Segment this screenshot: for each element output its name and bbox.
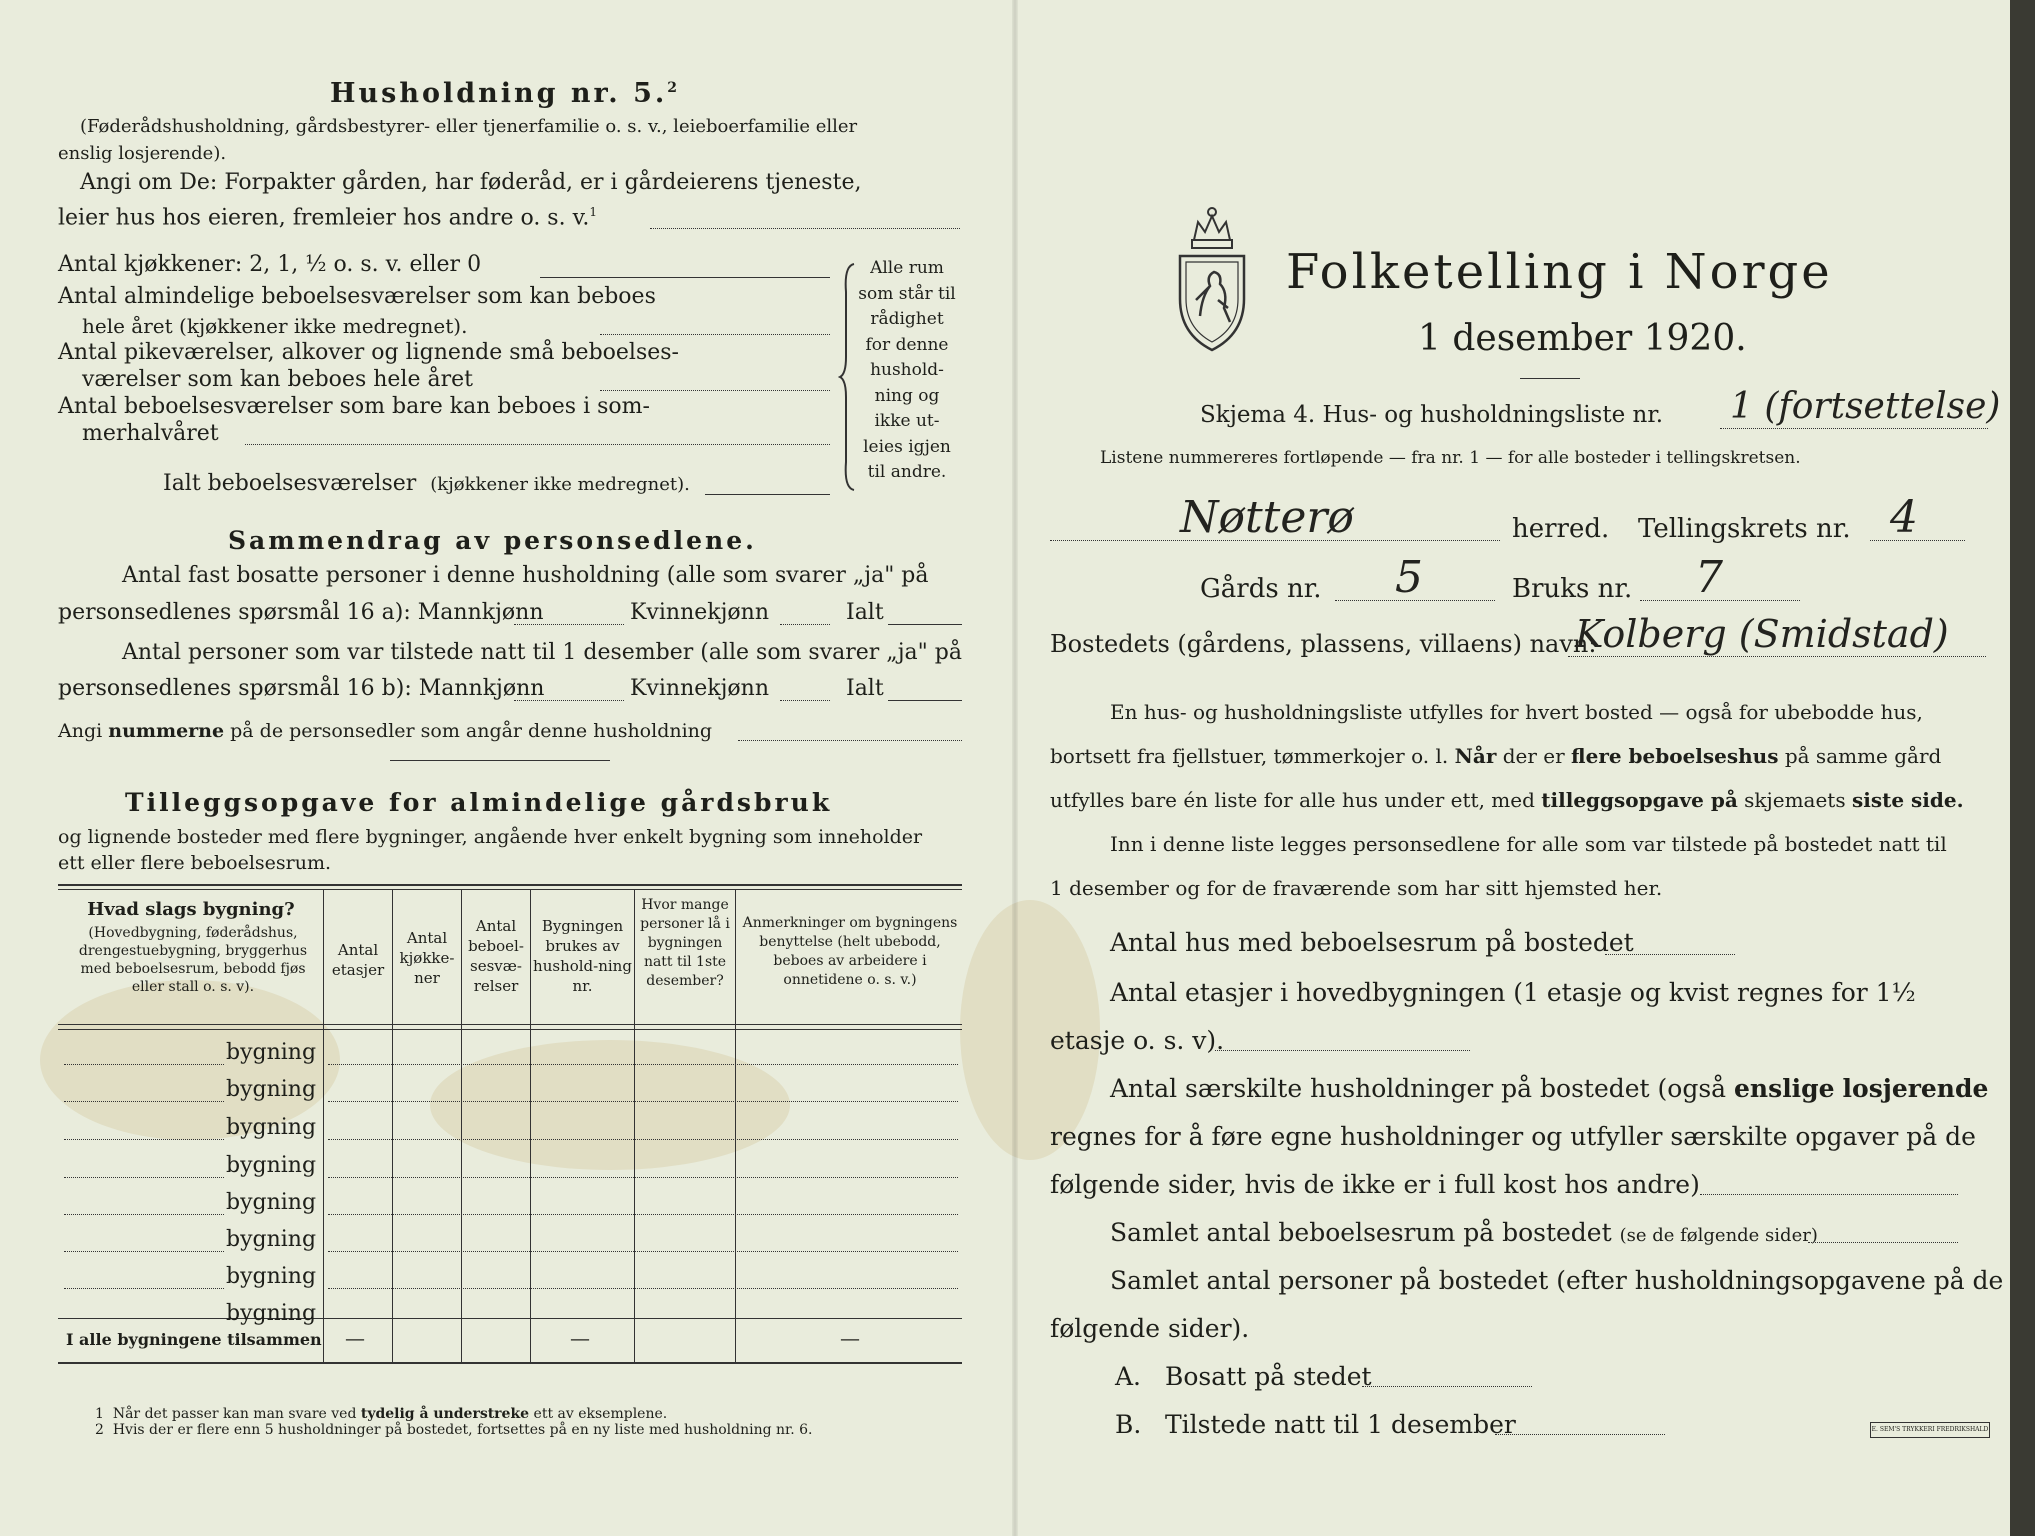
footnote-2: 2 Hvis der er flere enn 5 husholdninger på bostedet, fortsettes på en ny liste med husholdning nr. 6. [95, 1422, 813, 1438]
tenure-question: Angi om De: Forpakter gården, har føderåd, er i gårdeierens tjeneste, [80, 170, 862, 195]
col-header-persons: Hvor mange personer lå i bygningen natt til 1ste desember? [640, 897, 730, 989]
present-total-field[interactable] [888, 700, 962, 701]
household-note-cont: enslig losjerende). [58, 143, 227, 164]
brace-note: Alle rum som står til rådighet for denne hushold- ning og ikke ut- leies igjen til andre. [858, 258, 956, 482]
resident-count-question: Antal fast bosatte personer i denne husholdning (alle som svarer „ja" på [122, 563, 929, 588]
summer-rooms-answer-line[interactable] [245, 444, 830, 445]
summary-title: Sammendrag av personsedlene. [228, 526, 757, 555]
resident-total-field[interactable] [888, 624, 962, 625]
present-female-field[interactable] [780, 700, 830, 701]
municipality-value[interactable]: Nøtterø [1180, 492, 1354, 543]
schema-label: Skjema 4. Hus- og husholdningsliste nr. [1200, 402, 1664, 428]
paper-stain [430, 1040, 790, 1170]
schema-number-value[interactable]: 1 (fortsettelse) [1730, 386, 2001, 427]
col-header-kitchens: Antal kjøkke-ner [399, 929, 455, 987]
ordinary-rooms-answer-line[interactable] [600, 334, 830, 335]
district-value[interactable]: 4 [1890, 492, 1918, 543]
total-rooms-answer-line[interactable] [705, 494, 830, 495]
present-question: Tilstede natt til 1 desember [1165, 1410, 1516, 1439]
place-name-field [1568, 656, 1986, 657]
resident-female-label: Kvinnekjønn [630, 600, 769, 625]
households-question-cont: regnes for å føre egne husholdninger og utfyller særskilte opgaver på de [1050, 1122, 1976, 1151]
maid-rooms-question-cont: værelser som kan beboes hele året [82, 367, 473, 392]
summer-rooms-question-cont: merhalvåret [82, 421, 219, 446]
floors-question-cont: etasje o. s. v). [1050, 1026, 1225, 1055]
total-rooms-field[interactable] [1808, 1242, 1958, 1243]
bruks-number-value[interactable]: 7 [1695, 552, 1723, 603]
instructions-line: En hus- og husholdningsliste utfylles for hvert bosted — også for ubebodde hus, [1110, 700, 1923, 724]
schema-number-field [1720, 428, 1988, 429]
resident-question: Bosatt på stedet [1165, 1362, 1372, 1391]
farm-number-value[interactable]: 5 [1395, 552, 1423, 603]
place-name-value[interactable]: Kolberg (Smidstad) [1575, 612, 1949, 656]
tenure-answer-line[interactable] [650, 228, 960, 229]
summer-rooms-question: Antal beboelsesværelser som bare kan beboes i som- [58, 394, 650, 419]
floors-field[interactable] [1215, 1050, 1470, 1051]
supplement-subtitle-cont: ett eller flere beboelsesrum. [58, 852, 332, 874]
floors-question: Antal etasjer i hovedbygningen (1 etasje og kvist regnes for 1½ [1110, 978, 1916, 1007]
table-total-label: I alle bygningene tilsammen [66, 1330, 322, 1349]
table-total-dash: — [345, 1326, 365, 1350]
ordinary-rooms-question-cont: hele året (kjøkkener ikke medregnet). [82, 314, 468, 338]
households-question-cont: følgende sider, hvis de ikke er i full kost hos andre) [1050, 1170, 1700, 1199]
resident-female-field[interactable] [780, 624, 830, 625]
section-divider [390, 760, 610, 761]
resident-field[interactable] [1362, 1386, 1532, 1387]
census-form-sheet: Husholdning nr. 5.$^2$ (Føderådshusholdning, gårdsbestyrer- eller tjenerfamilie o. s. v., leieboerfamilie eller enslig losjerende). Angi om De: Forpakter gården, har føderåd, er i gårdeierens tjeneste, leier hus hos eieren, fremleier hos andre o. s. v.$^1$ Antal kjøkkener: 2, 1, ½ o. s. v. eller 0 Antal almindelige beboelsesværelser som kan beboes hele året (kjøkkener ikke medregnet). Antal pikeværelser, alkover og lignende små beboelses- værelser som kan beboes hele året Antal beboelsesværelser som bare kan beboes i som- merhalvåret Ialt beboelsesværelser (kjøkkener ikke medregnet). Alle rum som står til rådighet for denne hushold- ning og ikke ut- leies igjen til andre. Sammendrag av personsedlene. Antal fast bosatte personer i denne husholdning (alle som svarer „ja" på personsedlenes spørsmål 16 a): Mannkjønn Kvinnekjønn Ialt Antal personer som var tilstede natt til 1 desember (alle som svarer „ja" på personsedlenes spørsmål 16 b): Mannkjønn Kvinnekjønn Ialt Angi nummerne på de personsedler som angår denne husholdning Tilleggsopgave for almindelige gårdsbruk og lignende bosteder med flere bygninger, angående hver enkelt bygning som inneholder ett eller flere beboelsesrum. Hvad slags bygning? (Hovedbygning, føderådshus, drengestuebygning, bryggerhus med beboelsesrum, bebodd fjøs eller stall o. s. v). Antal etasjer Antal kjøkke-ner Antal beboel-sesvæ-relser Bygningen brukes av hushold-ning nr. Hvor mange personer lå i bygningen natt til 1ste desember? Anmerkninger om bygningens benyttelse (helt ubebodd, beboes av arbeidere i onnetidene o. s. v.) bygning bygning bygning bygning bygning bygning bygning bygning I alle bygningene tilsammen — — — 1 Når det passer kan man svare ved tydelig å understreke ett av eksemplene. 2 Hvis der er flere enn 5 husholdninger på bostedet, fortsettes på en ny liste med husholdning nr. 6. Folketelling i Norge 1 desember 1920. Skjema 4. Hus- og husholdningsliste nr. 1 (fortsettelse) Listene nummereres fortløpende — fra nr. 1 — for alle bosteder i tellingskretsen. Nøtterø herred. Tellingskrets nr. 4 Gårds nr. 5 Bruks nr. 7 Bostedets (gårdens, plassens, villaens) navn: Kolberg (Smidstad) En hus- og husholdningsliste utfylles for hvert bosted — også for ubebodde hus, bortsett fra fjellstuer, tømmerkojer o. l. Når der er flere beboelseshus på samme gård utfylles bare én liste for alle hus under ett, med tilleggsopgave på skjemaets siste side. Inn i denne liste legges personsedlene for alle som var tilstede på bostedet natt til 1 desember og for de fraværende som har sitt hjemsted her. Antal hus med beboelsesrum på bostedet Antal etasjer i hovedbygningen (1 etasje og kvist regnes for 1½ etasje o. s. v). Antal særskilte husholdninger på bostedet (også enslige losjerende regnes for å føre egne husholdninger og utfyller særskilte opgaver på de følgende sider, hvis de ikke er i full kost hos andre) Samlet antal beboelsesrum på bostedet (se de følgende sider) Samlet antal personer på bostedet (efter husholdningsopgavene på de følgende sider). A. Bosatt på stedet B. Tilstede natt til 1 desember E. SEM'S TRYKKERI FREDRIKSHALD [0, 0, 2035, 1536]
kitchens-answer-line[interactable] [540, 277, 830, 278]
total-persons-question-cont: følgende sider). [1050, 1314, 1250, 1343]
ordinary-rooms-question: Antal almindelige beboelsesværelser som kan beboes [58, 284, 656, 309]
supplement-subtitle: og lignende bosteder med flere bygninger, angående hver enkelt bygning som inneholder [58, 826, 923, 848]
instructions-line: Inn i denne liste legges personsedlene for alle som var tilstede på bostedet natt til [1110, 832, 1947, 856]
bruks-number-label: Bruks nr. [1512, 574, 1633, 604]
resident-male-field[interactable] [514, 624, 624, 625]
title-divider [1520, 378, 1580, 379]
total-rooms-question: Samlet antal beboelsesrum på bostedet (se de følgende sider) [1110, 1218, 1818, 1247]
col-header-building-type: Hvad slags bygning? [87, 899, 295, 920]
households-field[interactable] [1700, 1194, 1958, 1195]
tenure-question-cont: leier hus hos eieren, fremleier hos andre o. s. v.$^1$ [58, 205, 598, 231]
sheet-numbers-field[interactable] [738, 740, 962, 741]
present-count-question: Antal personer som var tilstede natt til 1 desember (alle som svarer „ja" på [122, 640, 962, 665]
sheet-numbers-question: Angi nummerne på de personsedler som angår denne husholdning [58, 720, 713, 742]
numbering-note: Listene nummereres fortløpende — fra nr. 1 — for alle bosteder i tellingskretsen. [1100, 448, 1801, 468]
supplement-title: Tilleggsopgave for almindelige gårdsbruk [125, 788, 833, 817]
instructions-line: utfylles bare én liste for alle hus under ett, med tilleggsopgave på skjemaets siste side. [1050, 788, 1964, 812]
houses-field[interactable] [1605, 954, 1735, 955]
present-letter: B. [1115, 1410, 1142, 1439]
total-rooms-question: Ialt beboelsesværelser (kjøkkener ikke medregnet). [163, 471, 690, 496]
resident-count-row: personsedlenes spørsmål 16 a): Mannkjønn [58, 600, 544, 625]
present-female-label: Kvinnekjønn [630, 676, 769, 701]
households-question: Antal særskilte husholdninger på bostedet (også enslige losjerende [1110, 1074, 1989, 1103]
place-name-label: Bostedets (gårdens, plassens, villaens) navn: [1050, 630, 1597, 658]
present-male-field[interactable] [514, 700, 624, 701]
printer-mark: E. SEM'S TRYKKERI FREDRIKSHALD [1870, 1422, 1990, 1438]
maid-rooms-answer-line[interactable] [600, 390, 830, 391]
maid-rooms-question: Antal pikeværelser, alkover og lignende små beboelses- [58, 340, 679, 365]
present-total-label: Ialt [846, 676, 884, 701]
district-label: Tellingskrets nr. [1638, 514, 1851, 544]
form-title: Folketelling i Norge [1286, 244, 1833, 300]
scan-edge [2010, 0, 2035, 1536]
table-total-dash: — [570, 1326, 590, 1350]
col-header-rooms: Antal beboel-sesvæ-relser [468, 917, 524, 995]
household-title: Husholdning nr. 5.$^2$ [330, 78, 681, 109]
present-field[interactable] [1495, 1434, 1665, 1435]
herred-label: herred. [1512, 514, 1610, 544]
col-header-remarks: Anmerkninger om bygningens benyttelse (helt ubebodd, beboes av arbeidere i onnetidene o. s. v.) [742, 915, 958, 988]
census-date: 1 desember 1920. [1418, 318, 1747, 359]
resident-total-label: Ialt [846, 600, 884, 625]
instructions-line: 1 desember og for de fraværende som har sitt hjemsted her. [1050, 876, 1663, 900]
present-count-row: personsedlenes spørsmål 16 b): Mannkjønn [58, 676, 545, 701]
farm-number-label: Gårds nr. [1200, 574, 1322, 604]
houses-question: Antal hus med beboelsesrum på bostedet [1110, 928, 1634, 957]
col-header-floors: Antal etasjer [331, 941, 385, 979]
col-header-building-note: (Hovedbygning, føderådshus, drengestuebygning, bryggerhus med beboelsesrum, bebodd fjøs eller stall o. s. v). [78, 925, 308, 995]
kitchens-question: Antal kjøkkener: 2, 1, ½ o. s. v. eller 0 [58, 252, 482, 277]
page-fold [1012, 0, 1018, 1536]
col-header-household: Bygningen brukes av hushold-ning nr. [533, 917, 632, 995]
total-persons-question: Samlet antal personer på bostedet (efter husholdningsopgavene på de [1110, 1266, 2004, 1295]
table-total-dash: — [840, 1326, 860, 1350]
household-note: (Føderådshusholdning, gårdsbestyrer- eller tjenerfamilie o. s. v., leieboerfamilie eller [80, 116, 858, 137]
resident-letter: A. [1115, 1362, 1142, 1391]
instructions-line: bortsett fra fjellstuer, tømmerkojer o. l. Når der er flere beboelseshus på samme gård [1050, 744, 1942, 768]
footnote-1: 1 Når det passer kan man svare ved tydelig å understreke ett av eksemplene. [95, 1406, 668, 1422]
coat-of-arms-icon [1172, 204, 1252, 354]
